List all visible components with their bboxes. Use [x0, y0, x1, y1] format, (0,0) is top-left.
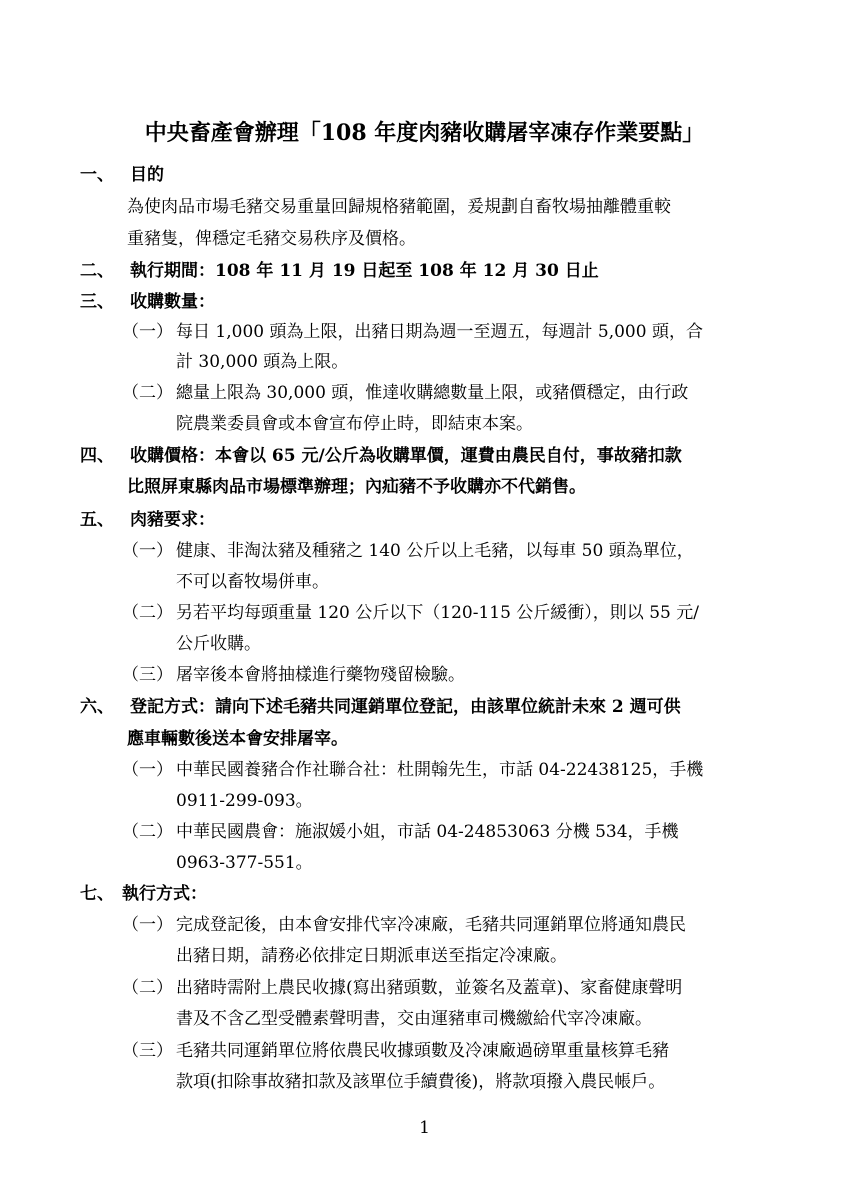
section-3-item-2-line-2: 院農業委員會或本會宣布停止時，即結束本案。 [176, 414, 533, 434]
page-number: 1 [419, 1118, 430, 1138]
section-6-number: 六、 [80, 697, 114, 717]
section-6-item-1-line-1: 中華民國養豬合作社聯合社：杜開翰先生，市話 04-22438125，手機 [176, 760, 704, 780]
section-1-body-line-1: 為使肉品市場毛豬交易重量回歸規格豬範圍，爰規劃自畜牧場抽離體重較 [127, 197, 671, 217]
section-5-heading: 肉豬要求： [130, 510, 215, 530]
section-3-item-1-mark: （一） [122, 322, 173, 342]
section-7-item-2-line-2: 書及不含乙型受體素聲明書，交由運豬車司機繳給代宰冷凍廠。 [176, 1009, 652, 1029]
section-4-number: 四、 [80, 446, 114, 466]
section-1-body-line-2: 重豬隻，俾穩定毛豬交易秩序及價格。 [127, 229, 416, 249]
section-1-heading: 目的 [130, 165, 164, 185]
section-5-item-3-line-1: 屠宰後本會將抽樣進行藥物殘留檢驗。 [176, 665, 465, 685]
section-7-item-3-line-2: 款項(扣除事故豬扣款及該單位手續費後)，將款項撥入農民帳戶。 [176, 1072, 666, 1092]
section-6-heading-line-2: 應車輛數後送本會安排屠宰。 [127, 729, 348, 749]
section-2-number: 二、 [80, 261, 114, 281]
section-6-item-2-mark: （二） [122, 822, 173, 842]
section-6-item-2-line-1: 中華民國農會：施淑媛小姐，市話 04-24853063 分機 534，手機 [176, 822, 679, 842]
section-5-item-2-line-1: 另若平均每頭重量 120 公斤以下（120-115 公斤緩衝），則以 55 元/ [176, 603, 699, 623]
section-7-item-1-mark: （一） [122, 915, 173, 935]
section-5-number: 五、 [80, 510, 114, 530]
section-7-number: 七、 [80, 884, 114, 904]
section-7-item-3-mark: （三） [122, 1041, 173, 1061]
section-7-item-2-mark: （二） [122, 978, 173, 998]
section-4-heading-line-1: 收購價格：本會以 65 元/公斤為收購單價，運費由農民自付，事故豬扣款 [130, 446, 682, 466]
section-5-item-2-mark: （二） [122, 603, 173, 623]
section-3-item-1-line-1: 每日 1,000 頭為上限，出豬日期為週一至週五，每週計 5,000 頭，合 [176, 322, 703, 342]
section-3-item-2-mark: （二） [122, 383, 173, 403]
section-5-item-1-mark: （一） [122, 541, 173, 561]
section-7-item-3-line-1: 毛豬共同運銷單位將依農民收據頭數及冷凍廠過磅單重量核算毛豬 [176, 1041, 669, 1061]
section-5-item-1-line-2: 不可以畜牧場併車。 [176, 572, 329, 592]
section-3-heading: 收購數量： [130, 292, 215, 312]
section-6-item-1-mark: （一） [122, 760, 173, 780]
section-6-heading-line-1: 登記方式：請向下述毛豬共同運銷單位登記，由該單位統計未來 2 週可供 [130, 697, 681, 717]
section-7-item-1-line-2: 出豬日期，請務必依排定日期派車送至指定冷凍廠。 [176, 946, 567, 966]
section-7-item-1-line-1: 完成登記後，由本會安排代宰冷凍廠，毛豬共同運銷單位將通知農民 [176, 915, 686, 935]
section-2-heading: 執行期間：108 年 11 月 19 日起至 108 年 12 月 30 日止 [130, 261, 599, 281]
section-6-item-1-line-2: 0911-299-093。 [176, 791, 313, 811]
document-title: 中央畜產會辦理「108 年度肉豬收購屠宰凍存作業要點」 [144, 120, 705, 146]
section-3-item-1-line-2: 計 30,000 頭為上限。 [176, 352, 349, 372]
section-4-heading-line-2: 比照屏東縣肉品市場標準辦理；內疝豬不予收購亦不代銷售。 [127, 477, 586, 497]
section-1-number: 一、 [80, 165, 114, 185]
section-5-item-3-mark: （三） [122, 665, 173, 685]
section-7-heading: 執行方式： [122, 884, 207, 904]
section-7-item-2-line-1: 出豬時需附上農民收據(寫出豬頭數，並簽名及蓋章)、家畜健康聲明 [176, 978, 683, 998]
section-3-number: 三、 [80, 292, 114, 312]
section-5-item-1-line-1: 健康、非淘汰豬及種豬之 140 公斤以上毛豬，以每車 50 頭為單位， [176, 541, 694, 561]
section-6-item-2-line-2: 0963-377-551。 [176, 853, 313, 873]
section-5-item-2-line-2: 公斤收購。 [176, 634, 261, 654]
section-3-item-2-line-1: 總量上限為 30,000 頭，惟達收購總數量上限，或豬價穩定，由行政 [176, 383, 689, 403]
